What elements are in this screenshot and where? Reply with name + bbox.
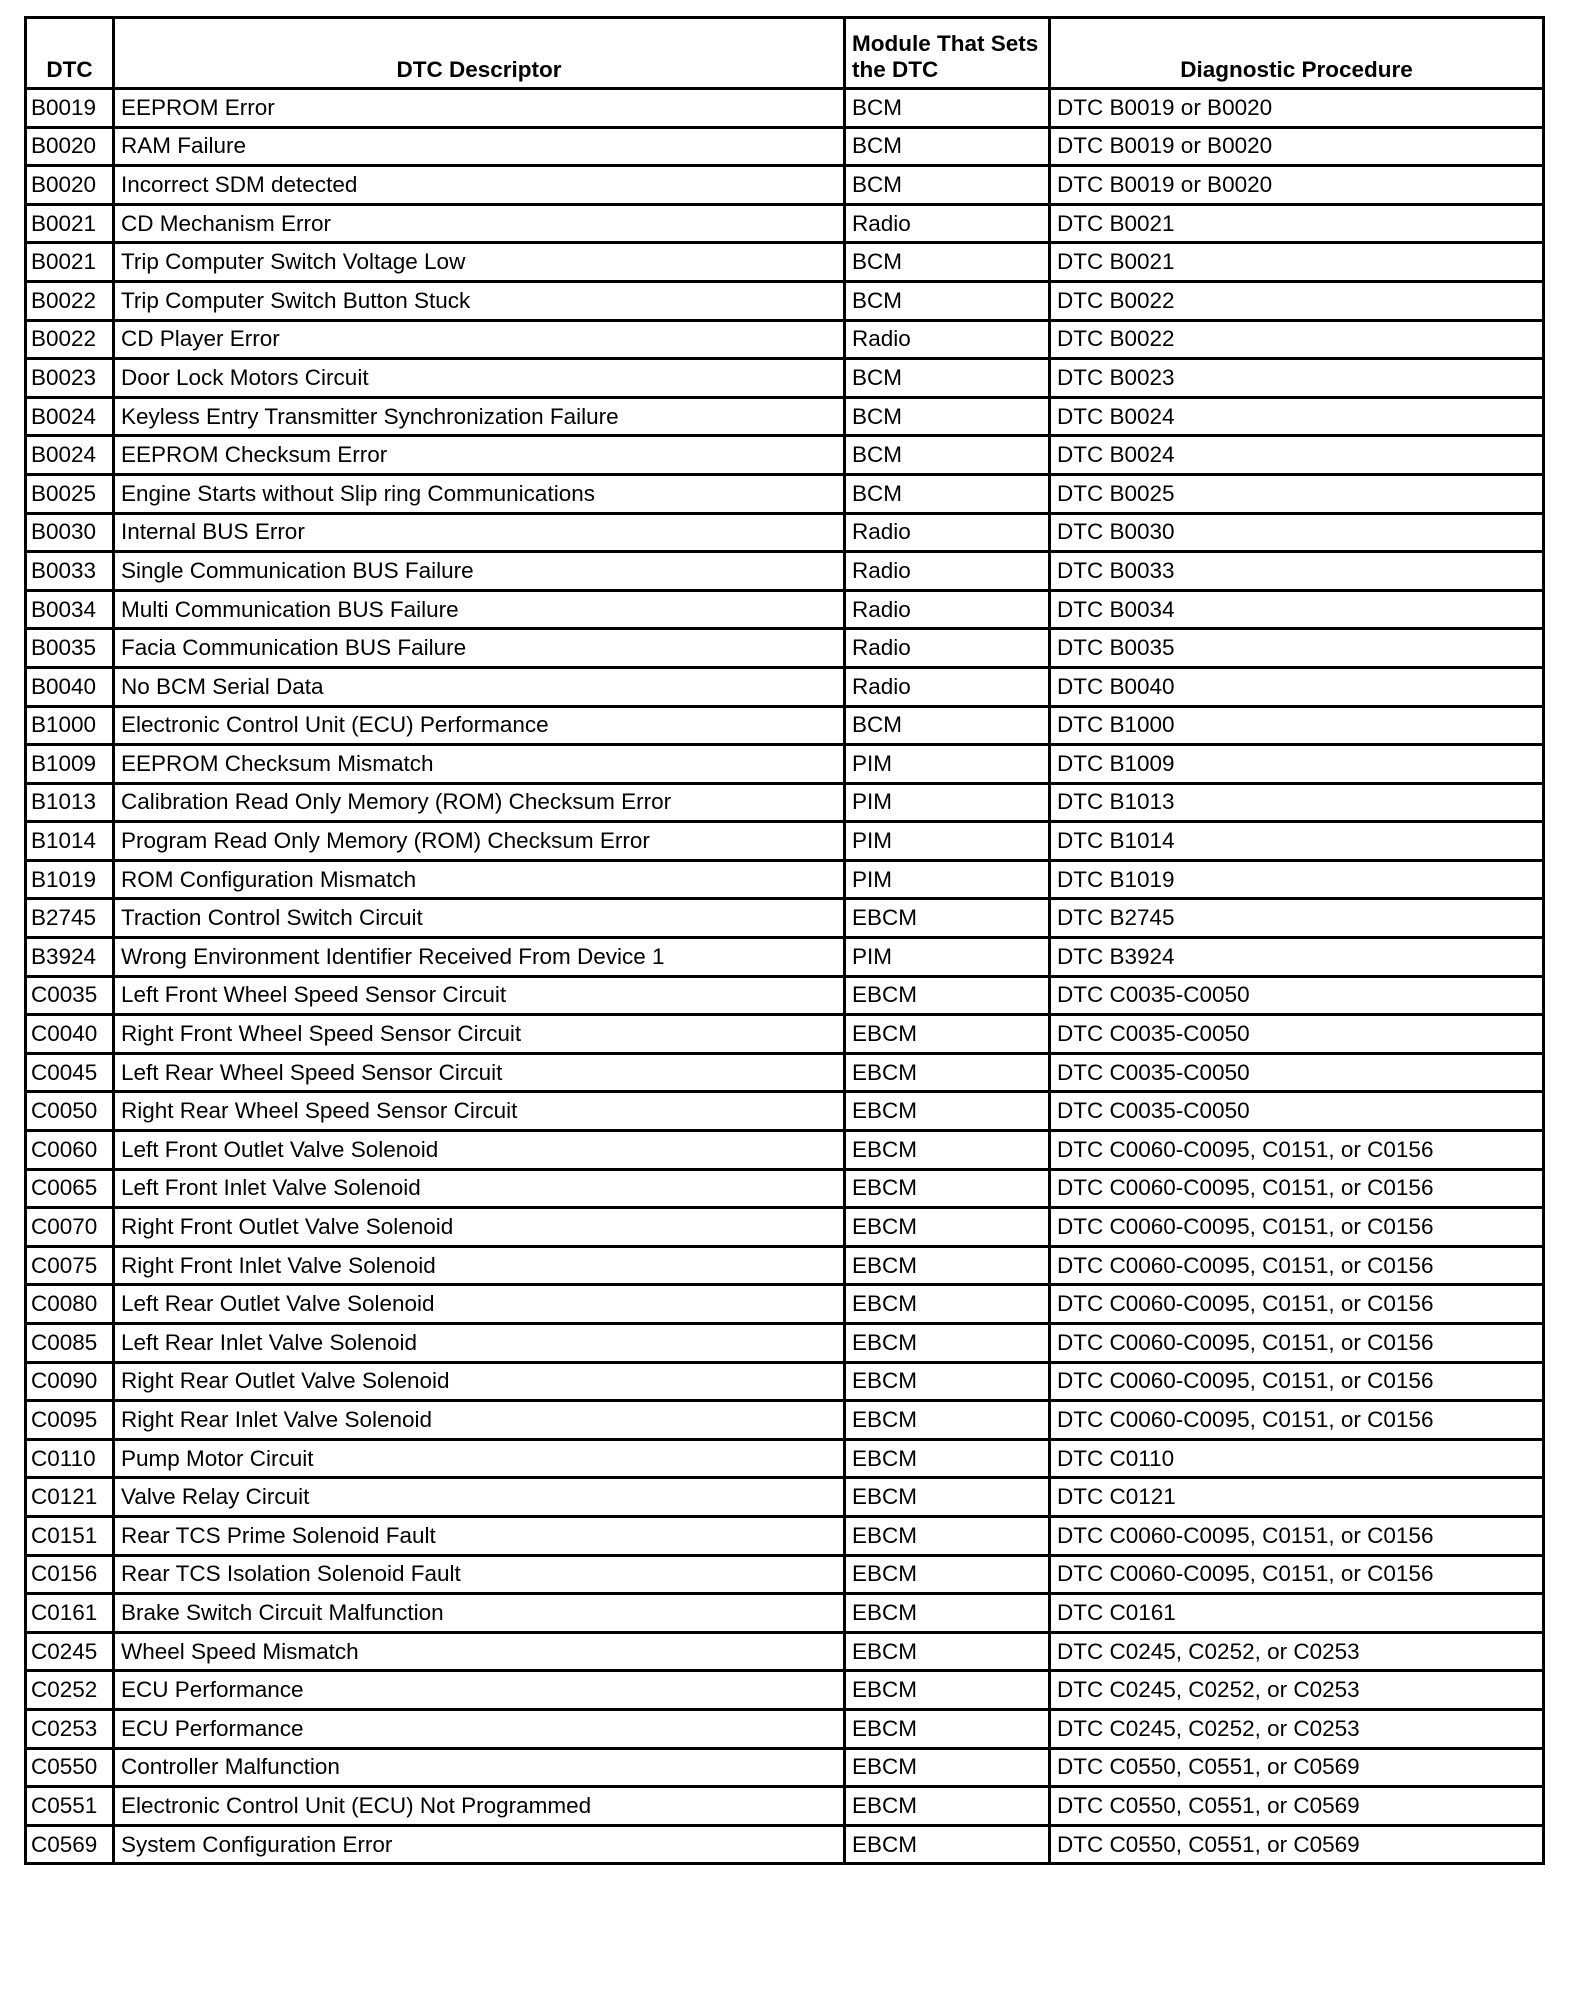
cell-procedure: DTC C0060-C0095, C0151, or C0156 <box>1050 1285 1544 1324</box>
table-row <box>26 1092 1544 1131</box>
cell-module: EBCM <box>845 976 1050 1015</box>
cell-descriptor: Left Front Inlet Valve Solenoid <box>114 1169 845 1208</box>
cell-procedure: DTC B0023 <box>1050 359 1544 398</box>
cell-dtc: B1000 <box>26 706 114 745</box>
cell-procedure: DTC B0022 <box>1050 320 1544 359</box>
cell-module: EBCM <box>845 1555 1050 1594</box>
cell-descriptor: No BCM Serial Data <box>114 667 845 706</box>
cell-descriptor: Right Front Inlet Valve Solenoid <box>114 1246 845 1285</box>
table-row <box>26 1131 1544 1170</box>
header-procedure: Diagnostic Procedure <box>1050 18 1544 89</box>
cell-dtc: C0245 <box>26 1632 114 1671</box>
cell-module: EBCM <box>845 1825 1050 1864</box>
cell-descriptor: Electronic Control Unit (ECU) Performance <box>114 706 845 745</box>
cell-dtc: C0065 <box>26 1169 114 1208</box>
cell-dtc: B0019 <box>26 89 114 128</box>
cell-dtc: C0156 <box>26 1555 114 1594</box>
cell-module: EBCM <box>845 1169 1050 1208</box>
cell-descriptor: RAM Failure <box>114 127 845 166</box>
cell-descriptor: Right Front Outlet Valve Solenoid <box>114 1208 845 1247</box>
cell-procedure: DTC C0035-C0050 <box>1050 976 1544 1015</box>
cell-descriptor: Program Read Only Memory (ROM) Checksum Error <box>114 822 845 861</box>
cell-module: BCM <box>845 166 1050 205</box>
cell-procedure: DTC C0550, C0551, or C0569 <box>1050 1825 1544 1864</box>
cell-descriptor: Rear TCS Isolation Solenoid Fault <box>114 1555 845 1594</box>
cell-dtc: C0161 <box>26 1594 114 1633</box>
cell-dtc: C0045 <box>26 1053 114 1092</box>
cell-descriptor: Right Front Wheel Speed Sensor Circuit <box>114 1015 845 1054</box>
cell-descriptor: Trip Computer Switch Voltage Low <box>114 243 845 282</box>
cell-procedure: DTC C0245, C0252, or C0253 <box>1050 1632 1544 1671</box>
cell-procedure: DTC C0060-C0095, C0151, or C0156 <box>1050 1246 1544 1285</box>
cell-procedure: DTC C0245, C0252, or C0253 <box>1050 1709 1544 1748</box>
table-row <box>26 127 1544 166</box>
table-row <box>26 1516 1544 1555</box>
cell-dtc: B1014 <box>26 822 114 861</box>
table-row <box>26 1401 1544 1440</box>
cell-descriptor: Keyless Entry Transmitter Synchronization Failure <box>114 397 845 436</box>
cell-module: Radio <box>845 513 1050 552</box>
cell-procedure: DTC C0060-C0095, C0151, or C0156 <box>1050 1324 1544 1363</box>
cell-descriptor: ROM Configuration Mismatch <box>114 860 845 899</box>
table-row <box>26 1285 1544 1324</box>
cell-dtc: B0035 <box>26 629 114 668</box>
cell-procedure: DTC C0035-C0050 <box>1050 1015 1544 1054</box>
cell-module: EBCM <box>845 1362 1050 1401</box>
cell-module: BCM <box>845 281 1050 320</box>
cell-descriptor: Trip Computer Switch Button Stuck <box>114 281 845 320</box>
cell-descriptor: Wrong Environment Identifier Received From Device 1 <box>114 938 845 977</box>
table-row <box>26 513 1544 552</box>
cell-procedure: DTC B0030 <box>1050 513 1544 552</box>
cell-descriptor: Wheel Speed Mismatch <box>114 1632 845 1671</box>
cell-module: PIM <box>845 938 1050 977</box>
table-row <box>26 976 1544 1015</box>
cell-module: BCM <box>845 89 1050 128</box>
cell-dtc: B0040 <box>26 667 114 706</box>
table-row <box>26 281 1544 320</box>
cell-dtc: C0252 <box>26 1671 114 1710</box>
cell-module: PIM <box>845 745 1050 784</box>
cell-module: EBCM <box>845 1478 1050 1517</box>
cell-module: PIM <box>845 783 1050 822</box>
cell-dtc: B0021 <box>26 243 114 282</box>
cell-descriptor: System Configuration Error <box>114 1825 845 1864</box>
cell-dtc: B1009 <box>26 745 114 784</box>
table-row <box>26 1632 1544 1671</box>
cell-dtc: B1013 <box>26 783 114 822</box>
cell-module: EBCM <box>845 1439 1050 1478</box>
cell-dtc: C0060 <box>26 1131 114 1170</box>
cell-dtc: B2745 <box>26 899 114 938</box>
cell-procedure: DTC B0021 <box>1050 204 1544 243</box>
cell-module: EBCM <box>845 1246 1050 1285</box>
cell-descriptor: CD Player Error <box>114 320 845 359</box>
cell-procedure: DTC B0040 <box>1050 667 1544 706</box>
cell-dtc: C0121 <box>26 1478 114 1517</box>
cell-procedure: DTC B1019 <box>1050 860 1544 899</box>
cell-descriptor: EEPROM Error <box>114 89 845 128</box>
cell-procedure: DTC C0110 <box>1050 1439 1544 1478</box>
cell-dtc: B0022 <box>26 320 114 359</box>
cell-descriptor: Facia Communication BUS Failure <box>114 629 845 668</box>
cell-dtc: B0020 <box>26 166 114 205</box>
cell-descriptor: Door Lock Motors Circuit <box>114 359 845 398</box>
cell-procedure: DTC B0024 <box>1050 397 1544 436</box>
cell-descriptor: Brake Switch Circuit Malfunction <box>114 1594 845 1633</box>
cell-procedure: DTC B1014 <box>1050 822 1544 861</box>
cell-module: PIM <box>845 860 1050 899</box>
table-row <box>26 745 1544 784</box>
cell-module: Radio <box>845 552 1050 591</box>
cell-procedure: DTC C0161 <box>1050 1594 1544 1633</box>
cell-procedure: DTC B0019 or B0020 <box>1050 127 1544 166</box>
cell-descriptor: Controller Malfunction <box>114 1748 845 1787</box>
cell-dtc: C0040 <box>26 1015 114 1054</box>
table-row <box>26 1671 1544 1710</box>
table-row <box>26 899 1544 938</box>
cell-procedure: DTC C0060-C0095, C0151, or C0156 <box>1050 1208 1544 1247</box>
cell-dtc: C0151 <box>26 1516 114 1555</box>
dtc-table <box>24 16 1545 1865</box>
table-row <box>26 1787 1544 1826</box>
cell-procedure: DTC B0024 <box>1050 436 1544 475</box>
cell-procedure: DTC C0060-C0095, C0151, or C0156 <box>1050 1516 1544 1555</box>
cell-module: EBCM <box>845 1709 1050 1748</box>
cell-module: Radio <box>845 590 1050 629</box>
header-row <box>26 18 1544 89</box>
cell-dtc: B0020 <box>26 127 114 166</box>
cell-module: BCM <box>845 436 1050 475</box>
cell-procedure: DTC B0035 <box>1050 629 1544 668</box>
table-row <box>26 1208 1544 1247</box>
table-row <box>26 1246 1544 1285</box>
cell-procedure: DTC B0019 or B0020 <box>1050 166 1544 205</box>
table-row <box>26 1362 1544 1401</box>
cell-module: EBCM <box>845 1632 1050 1671</box>
cell-descriptor: EEPROM Checksum Mismatch <box>114 745 845 784</box>
cell-procedure: DTC C0060-C0095, C0151, or C0156 <box>1050 1401 1544 1440</box>
cell-dtc: C0090 <box>26 1362 114 1401</box>
cell-procedure: DTC B0022 <box>1050 281 1544 320</box>
cell-descriptor: Left Rear Wheel Speed Sensor Circuit <box>114 1053 845 1092</box>
cell-module: Radio <box>845 320 1050 359</box>
table-row <box>26 783 1544 822</box>
cell-dtc: C0253 <box>26 1709 114 1748</box>
table-row <box>26 1478 1544 1517</box>
cell-descriptor: Internal BUS Error <box>114 513 845 552</box>
cell-dtc: C0085 <box>26 1324 114 1363</box>
cell-descriptor: ECU Performance <box>114 1671 845 1710</box>
cell-descriptor: Valve Relay Circuit <box>114 1478 845 1517</box>
table-row <box>26 1748 1544 1787</box>
cell-module: BCM <box>845 359 1050 398</box>
cell-module: EBCM <box>845 1787 1050 1826</box>
cell-descriptor: Pump Motor Circuit <box>114 1439 845 1478</box>
cell-descriptor: Right Rear Outlet Valve Solenoid <box>114 1362 845 1401</box>
cell-descriptor: Multi Communication BUS Failure <box>114 590 845 629</box>
cell-dtc: C0075 <box>26 1246 114 1285</box>
cell-procedure: DTC C0035-C0050 <box>1050 1053 1544 1092</box>
cell-module: EBCM <box>845 1015 1050 1054</box>
cell-descriptor: Left Rear Outlet Valve Solenoid <box>114 1285 845 1324</box>
cell-procedure: DTC B0019 or B0020 <box>1050 89 1544 128</box>
table-row <box>26 1555 1544 1594</box>
cell-module: PIM <box>845 822 1050 861</box>
cell-dtc: B0023 <box>26 359 114 398</box>
cell-descriptor: Left Rear Inlet Valve Solenoid <box>114 1324 845 1363</box>
table-row <box>26 243 1544 282</box>
cell-module: EBCM <box>845 1516 1050 1555</box>
cell-dtc: B0025 <box>26 474 114 513</box>
cell-procedure: DTC C0550, C0551, or C0569 <box>1050 1748 1544 1787</box>
cell-dtc: B1019 <box>26 860 114 899</box>
table-row <box>26 359 1544 398</box>
table-body <box>26 89 1544 1864</box>
header-module: Module That Sets the DTC <box>845 18 1050 89</box>
table-row <box>26 1015 1544 1054</box>
cell-procedure: DTC B1013 <box>1050 783 1544 822</box>
cell-module: EBCM <box>845 1401 1050 1440</box>
cell-dtc: C0050 <box>26 1092 114 1131</box>
table-row <box>26 320 1544 359</box>
cell-module: EBCM <box>845 899 1050 938</box>
cell-module: Radio <box>845 667 1050 706</box>
cell-procedure: DTC B0034 <box>1050 590 1544 629</box>
cell-descriptor: CD Mechanism Error <box>114 204 845 243</box>
cell-descriptor: Engine Starts without Slip ring Communications <box>114 474 845 513</box>
cell-descriptor: Incorrect SDM detected <box>114 166 845 205</box>
cell-dtc: B0030 <box>26 513 114 552</box>
table-row <box>26 474 1544 513</box>
table-row <box>26 706 1544 745</box>
cell-procedure: DTC B0033 <box>1050 552 1544 591</box>
table-row <box>26 1324 1544 1363</box>
cell-dtc: B0034 <box>26 590 114 629</box>
cell-descriptor: EEPROM Checksum Error <box>114 436 845 475</box>
cell-module: BCM <box>845 127 1050 166</box>
cell-dtc: C0110 <box>26 1439 114 1478</box>
table-row <box>26 1709 1544 1748</box>
cell-procedure: DTC C0060-C0095, C0151, or C0156 <box>1050 1131 1544 1170</box>
table-row <box>26 590 1544 629</box>
cell-descriptor: Right Rear Inlet Valve Solenoid <box>114 1401 845 1440</box>
cell-dtc: B0024 <box>26 397 114 436</box>
table-row <box>26 629 1544 668</box>
cell-module: EBCM <box>845 1324 1050 1363</box>
table-row <box>26 860 1544 899</box>
cell-module: EBCM <box>845 1092 1050 1131</box>
cell-module: BCM <box>845 397 1050 436</box>
cell-procedure: DTC B1009 <box>1050 745 1544 784</box>
cell-dtc: C0070 <box>26 1208 114 1247</box>
cell-module: EBCM <box>845 1131 1050 1170</box>
table-row <box>26 89 1544 128</box>
cell-dtc: C0035 <box>26 976 114 1015</box>
cell-module: Radio <box>845 204 1050 243</box>
cell-module: BCM <box>845 474 1050 513</box>
cell-procedure: DTC C0060-C0095, C0151, or C0156 <box>1050 1555 1544 1594</box>
cell-descriptor: Calibration Read Only Memory (ROM) Checksum Error <box>114 783 845 822</box>
cell-dtc: C0095 <box>26 1401 114 1440</box>
header-descriptor: DTC Descriptor <box>114 18 845 89</box>
table-row <box>26 822 1544 861</box>
cell-module: EBCM <box>845 1208 1050 1247</box>
cell-descriptor: Left Front Wheel Speed Sensor Circuit <box>114 976 845 1015</box>
table-row <box>26 1825 1544 1864</box>
table-row <box>26 1169 1544 1208</box>
cell-descriptor: Traction Control Switch Circuit <box>114 899 845 938</box>
cell-procedure: DTC C0060-C0095, C0151, or C0156 <box>1050 1362 1544 1401</box>
table-row <box>26 552 1544 591</box>
table-row <box>26 1594 1544 1633</box>
cell-module: EBCM <box>845 1285 1050 1324</box>
cell-procedure: DTC C0245, C0252, or C0253 <box>1050 1671 1544 1710</box>
cell-module: EBCM <box>845 1053 1050 1092</box>
cell-dtc: C0551 <box>26 1787 114 1826</box>
cell-descriptor: Single Communication BUS Failure <box>114 552 845 591</box>
cell-procedure: DTC C0035-C0050 <box>1050 1092 1544 1131</box>
cell-dtc: B0021 <box>26 204 114 243</box>
cell-module: BCM <box>845 706 1050 745</box>
cell-descriptor: Rear TCS Prime Solenoid Fault <box>114 1516 845 1555</box>
cell-descriptor: Left Front Outlet Valve Solenoid <box>114 1131 845 1170</box>
cell-procedure: DTC C0060-C0095, C0151, or C0156 <box>1050 1169 1544 1208</box>
cell-module: BCM <box>845 243 1050 282</box>
cell-module: Radio <box>845 629 1050 668</box>
cell-procedure: DTC C0550, C0551, or C0569 <box>1050 1787 1544 1826</box>
cell-procedure: DTC B1000 <box>1050 706 1544 745</box>
cell-module: EBCM <box>845 1671 1050 1710</box>
table-row <box>26 204 1544 243</box>
cell-descriptor: Right Rear Wheel Speed Sensor Circuit <box>114 1092 845 1131</box>
cell-dtc: B0024 <box>26 436 114 475</box>
cell-dtc: B0022 <box>26 281 114 320</box>
cell-dtc: C0550 <box>26 1748 114 1787</box>
cell-procedure: DTC B3924 <box>1050 938 1544 977</box>
cell-descriptor: Electronic Control Unit (ECU) Not Programmed <box>114 1787 845 1826</box>
cell-procedure: DTC B0025 <box>1050 474 1544 513</box>
table-row <box>26 938 1544 977</box>
cell-dtc: C0080 <box>26 1285 114 1324</box>
table-row <box>26 667 1544 706</box>
cell-dtc: B3924 <box>26 938 114 977</box>
table-row <box>26 436 1544 475</box>
table-row <box>26 397 1544 436</box>
cell-procedure: DTC C0121 <box>1050 1478 1544 1517</box>
table-row <box>26 166 1544 205</box>
header-dtc: DTC <box>26 18 114 89</box>
table-header <box>26 18 1544 89</box>
cell-dtc: C0569 <box>26 1825 114 1864</box>
table-row <box>26 1053 1544 1092</box>
cell-dtc: B0033 <box>26 552 114 591</box>
cell-procedure: DTC B2745 <box>1050 899 1544 938</box>
cell-module: EBCM <box>845 1748 1050 1787</box>
cell-descriptor: ECU Performance <box>114 1709 845 1748</box>
table-row <box>26 1439 1544 1478</box>
cell-module: EBCM <box>845 1594 1050 1633</box>
cell-procedure: DTC B0021 <box>1050 243 1544 282</box>
